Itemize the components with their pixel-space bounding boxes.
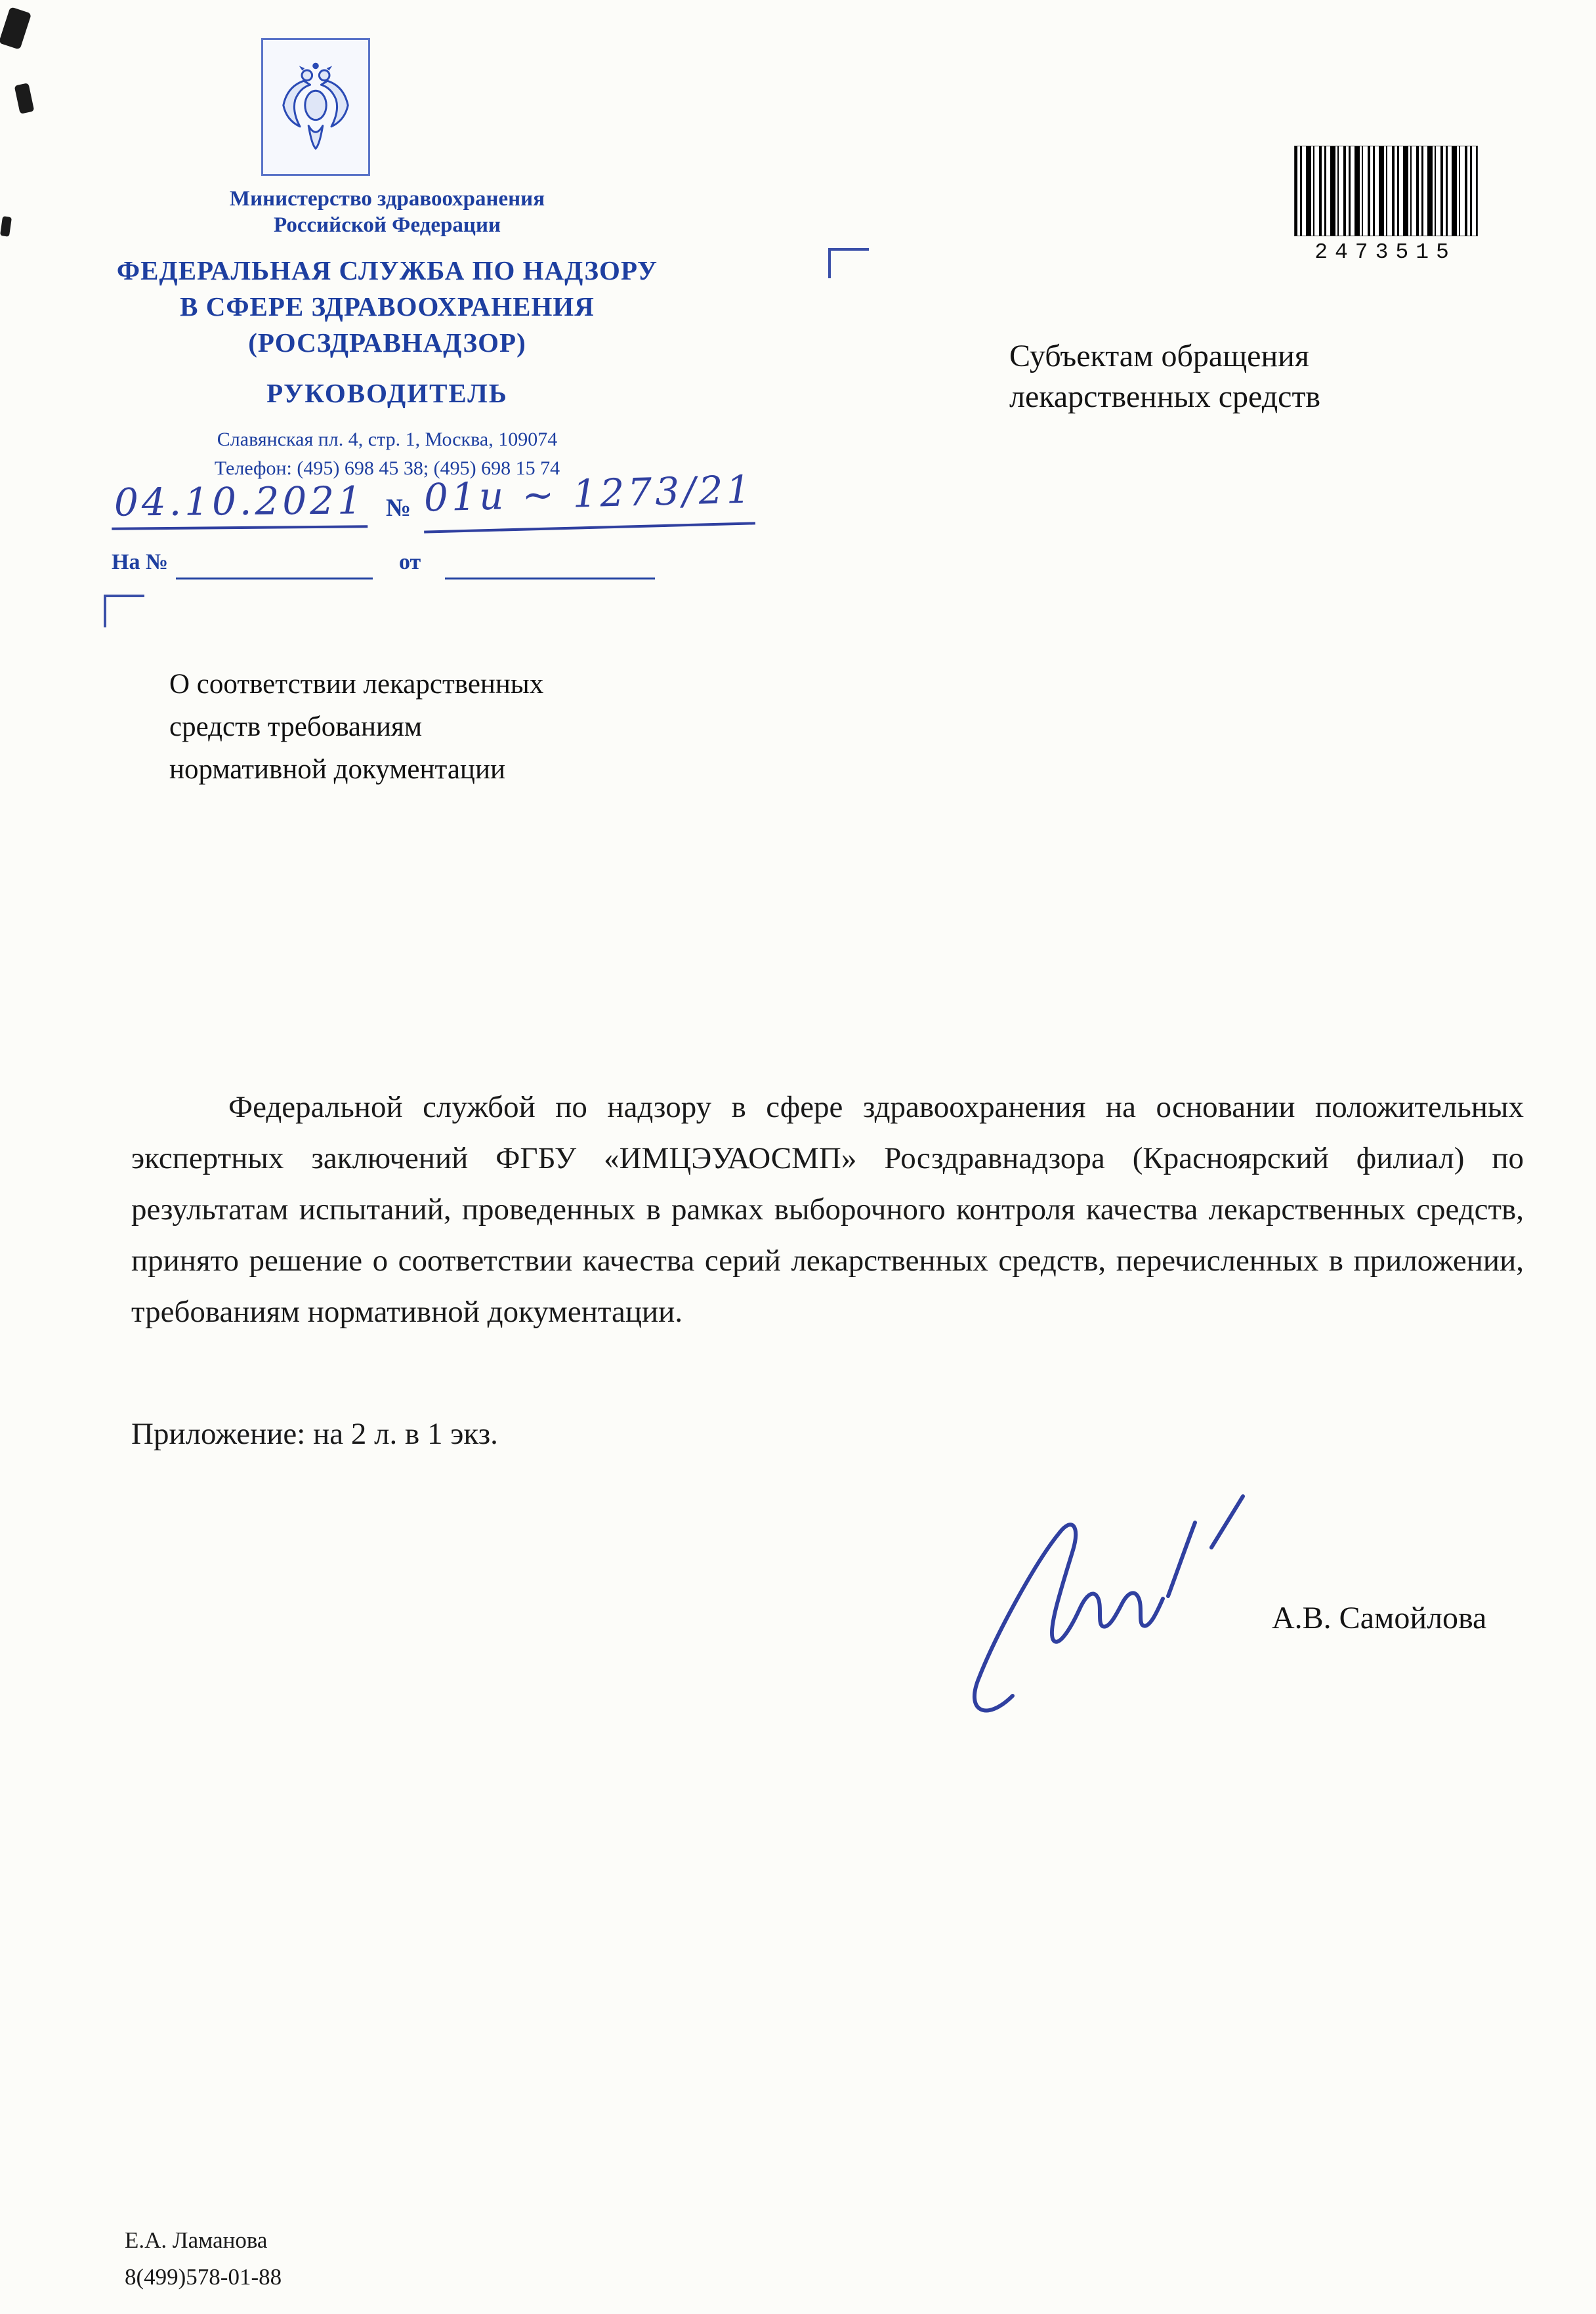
scan-artifact xyxy=(0,216,12,237)
coat-of-arms-box xyxy=(261,38,370,176)
reply-to-label: На № xyxy=(112,550,169,574)
address-line: Славянская пл. 4, стр. 1, Москва, 109074 xyxy=(217,429,558,450)
handwritten-signature-icon xyxy=(950,1484,1265,1734)
number-sign-label: № xyxy=(386,494,411,522)
phone-line: Телефон: (495) 698 45 38; (495) 698 15 74 xyxy=(214,457,560,479)
handwritten-outgoing-number: 01и ~ 1273/21 xyxy=(423,467,755,533)
subject-block xyxy=(169,663,543,791)
double-headed-eagle-icon xyxy=(276,53,355,161)
reply-from-label: от xyxy=(399,550,421,574)
barcode-icon xyxy=(1294,146,1478,236)
recipient-line: Субъектам обращения xyxy=(1009,339,1309,373)
subject-line: нормативной документации xyxy=(169,754,505,785)
subject-zone-corner-mark xyxy=(104,595,144,627)
executor-phone: 8(499)578-01-88 xyxy=(125,2264,282,2290)
service-line: В СФЕРЕ ЗДРАВООХРАНЕНИЯ xyxy=(180,291,595,322)
subject-line: О соответствии лекарственных xyxy=(169,669,544,700)
recipient-block xyxy=(1009,336,1320,417)
body-paragraph: Федеральной службой по надзору в сфере здравоохранения на основании положительных экспертных заключений ФГБУ «ИМЦЭУАОСМП» Росздравнадзора (Красноярский филиал) по результатам испытаний, проведенных в рамках выборочного контроля качества лекарственных средств, принято решение о соответствии качества серий лекарственных средств, перечисленных в приложении, требованиям нормативной документации. xyxy=(131,1090,1524,1329)
service-line: ФЕДЕРАЛЬНАЯ СЛУЖБА ПО НАДЗОРУ xyxy=(116,255,658,285)
subject-line: средств требованиям xyxy=(169,711,423,742)
ministry-line: Министерство здравоохранения xyxy=(229,187,545,211)
handwritten-date: 04.10.2021 xyxy=(112,478,368,530)
scan-artifact xyxy=(14,83,35,114)
reply-date-blank xyxy=(445,550,655,579)
ministry-line: Российской Федерации xyxy=(274,213,501,237)
barcode-block xyxy=(1294,146,1477,264)
executor-name: Е.А. Ламанова xyxy=(125,2227,268,2253)
recipient-line: лекарственных средств xyxy=(1009,379,1321,414)
barcode-number: 2473515 xyxy=(1314,240,1456,264)
ministry-name xyxy=(85,186,689,238)
signer-name: А.В. Самойлова xyxy=(1272,1601,1487,1635)
address-zone-corner-mark xyxy=(828,248,869,278)
service-name xyxy=(85,253,689,361)
executor-block xyxy=(125,2222,282,2296)
scan-artifact xyxy=(0,7,32,50)
attachment-line: Приложение: на 2 л. в 1 экз. xyxy=(131,1417,498,1451)
reply-number-blank xyxy=(176,550,373,579)
service-line: (РОСЗДРАВНАДЗОР) xyxy=(248,327,526,358)
position-title: РУКОВОДИТЕЛЬ xyxy=(266,378,508,408)
